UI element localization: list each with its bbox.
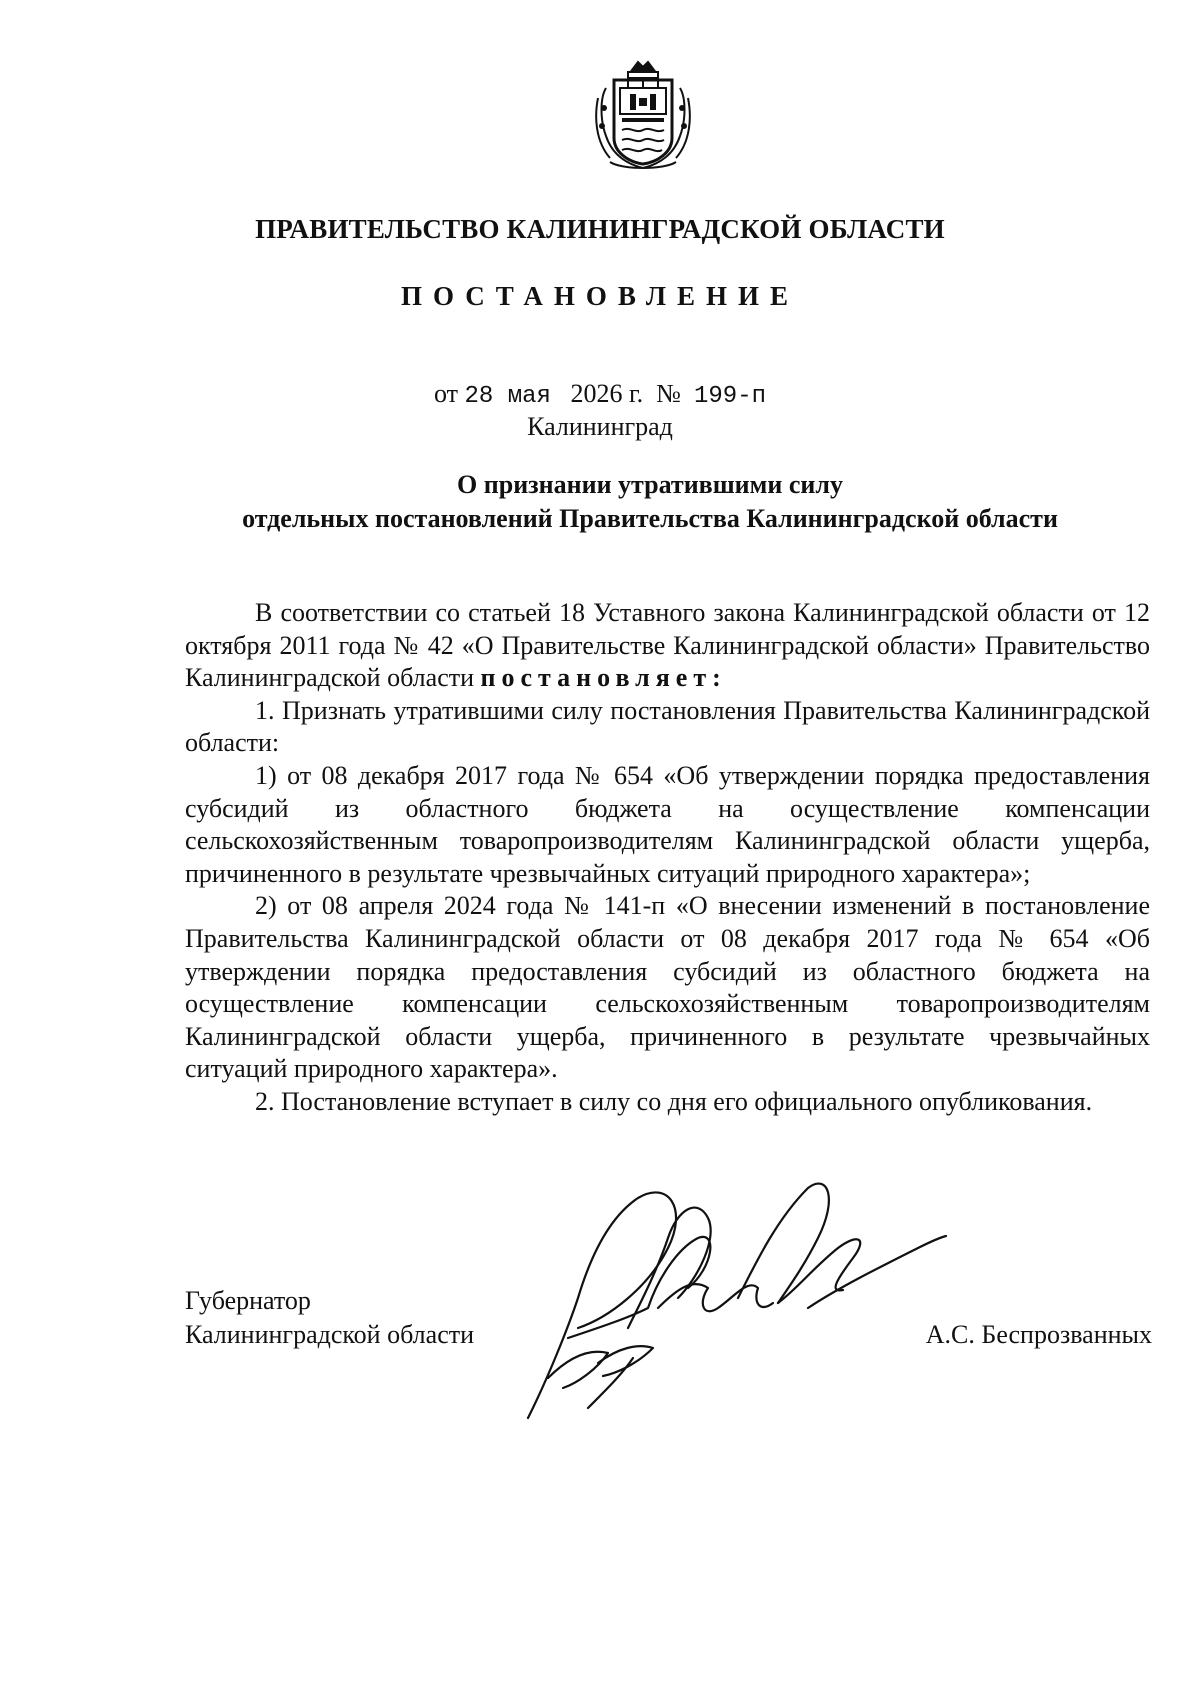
position-line-2: Калининградской области [185, 1320, 475, 1349]
document-city: Калининград [527, 412, 673, 441]
document-number: 199-п [693, 383, 766, 410]
document-subject [120, 468, 1180, 536]
subject-line-1: О признании утратившими силу [457, 470, 843, 499]
resolves-keyword: постановляет: [480, 663, 727, 693]
signatory-name: А.С. Беспрозванных [925, 1320, 1152, 1349]
document-year: 2026 г. [570, 379, 644, 408]
document-type: ПОСТАНОВЛЕНИЕ [400, 281, 800, 311]
document-date: 28 мая [464, 383, 551, 410]
organization-title: ПРАВИТЕЛЬСТВО КАЛИНИНГРАДСКОЙ ОБЛАСТИ [255, 214, 945, 244]
document-date-line [0, 379, 1200, 410]
document-body [185, 597, 1150, 1119]
preamble-paragraph [185, 597, 1150, 695]
item-1-2: 2) от 08 апреля 2024 года № 141-п «О внесении изменений в постановление Правительства Калининградской области от 08 декабря 2017 года № 654 «Об утверждении порядка предоставления субсидий из областного бюджета на осуществление компенсации сельскохозяйственным товаропроизводителям Калининградской области ущерба, причиненного в результате чрезвычайных ситуаций природного характера». [185, 891, 1150, 1084]
item-1-1: 1) от 08 декабря 2017 года № 654 «Об утверждении порядка предоставления субсидий из областного бюджета на осуществление компенсации сельскохозяйственным товаропроизводителям Калининградской области ущерба, причиненного в результате чрезвычайных ситуаций природного характера»; [185, 760, 1150, 888]
subject-line-2: отдельных постановлений Правительства Калининградской области [242, 504, 1058, 533]
number-sign: № [656, 379, 681, 408]
coat-of-arms-icon [592, 58, 694, 176]
signatory-position [185, 1284, 474, 1352]
item-2: 2. Постановление вступает в силу со дня его официального опубликования. [255, 1086, 1093, 1116]
position-line-1: Губернатор [185, 1286, 311, 1315]
date-prefix: от [433, 379, 459, 408]
preamble-text: В соответствии со статьей 18 Уставного закона Калининградской области от 12 октября 2011 года № 42 «О Правительстве Калининградской области» Правительство Калининградской области [185, 598, 1150, 693]
handwritten-signature [508, 1178, 948, 1428]
item-1: 1. Признать утратившими силу постановления Правительства Калининградской области: [185, 695, 1150, 758]
